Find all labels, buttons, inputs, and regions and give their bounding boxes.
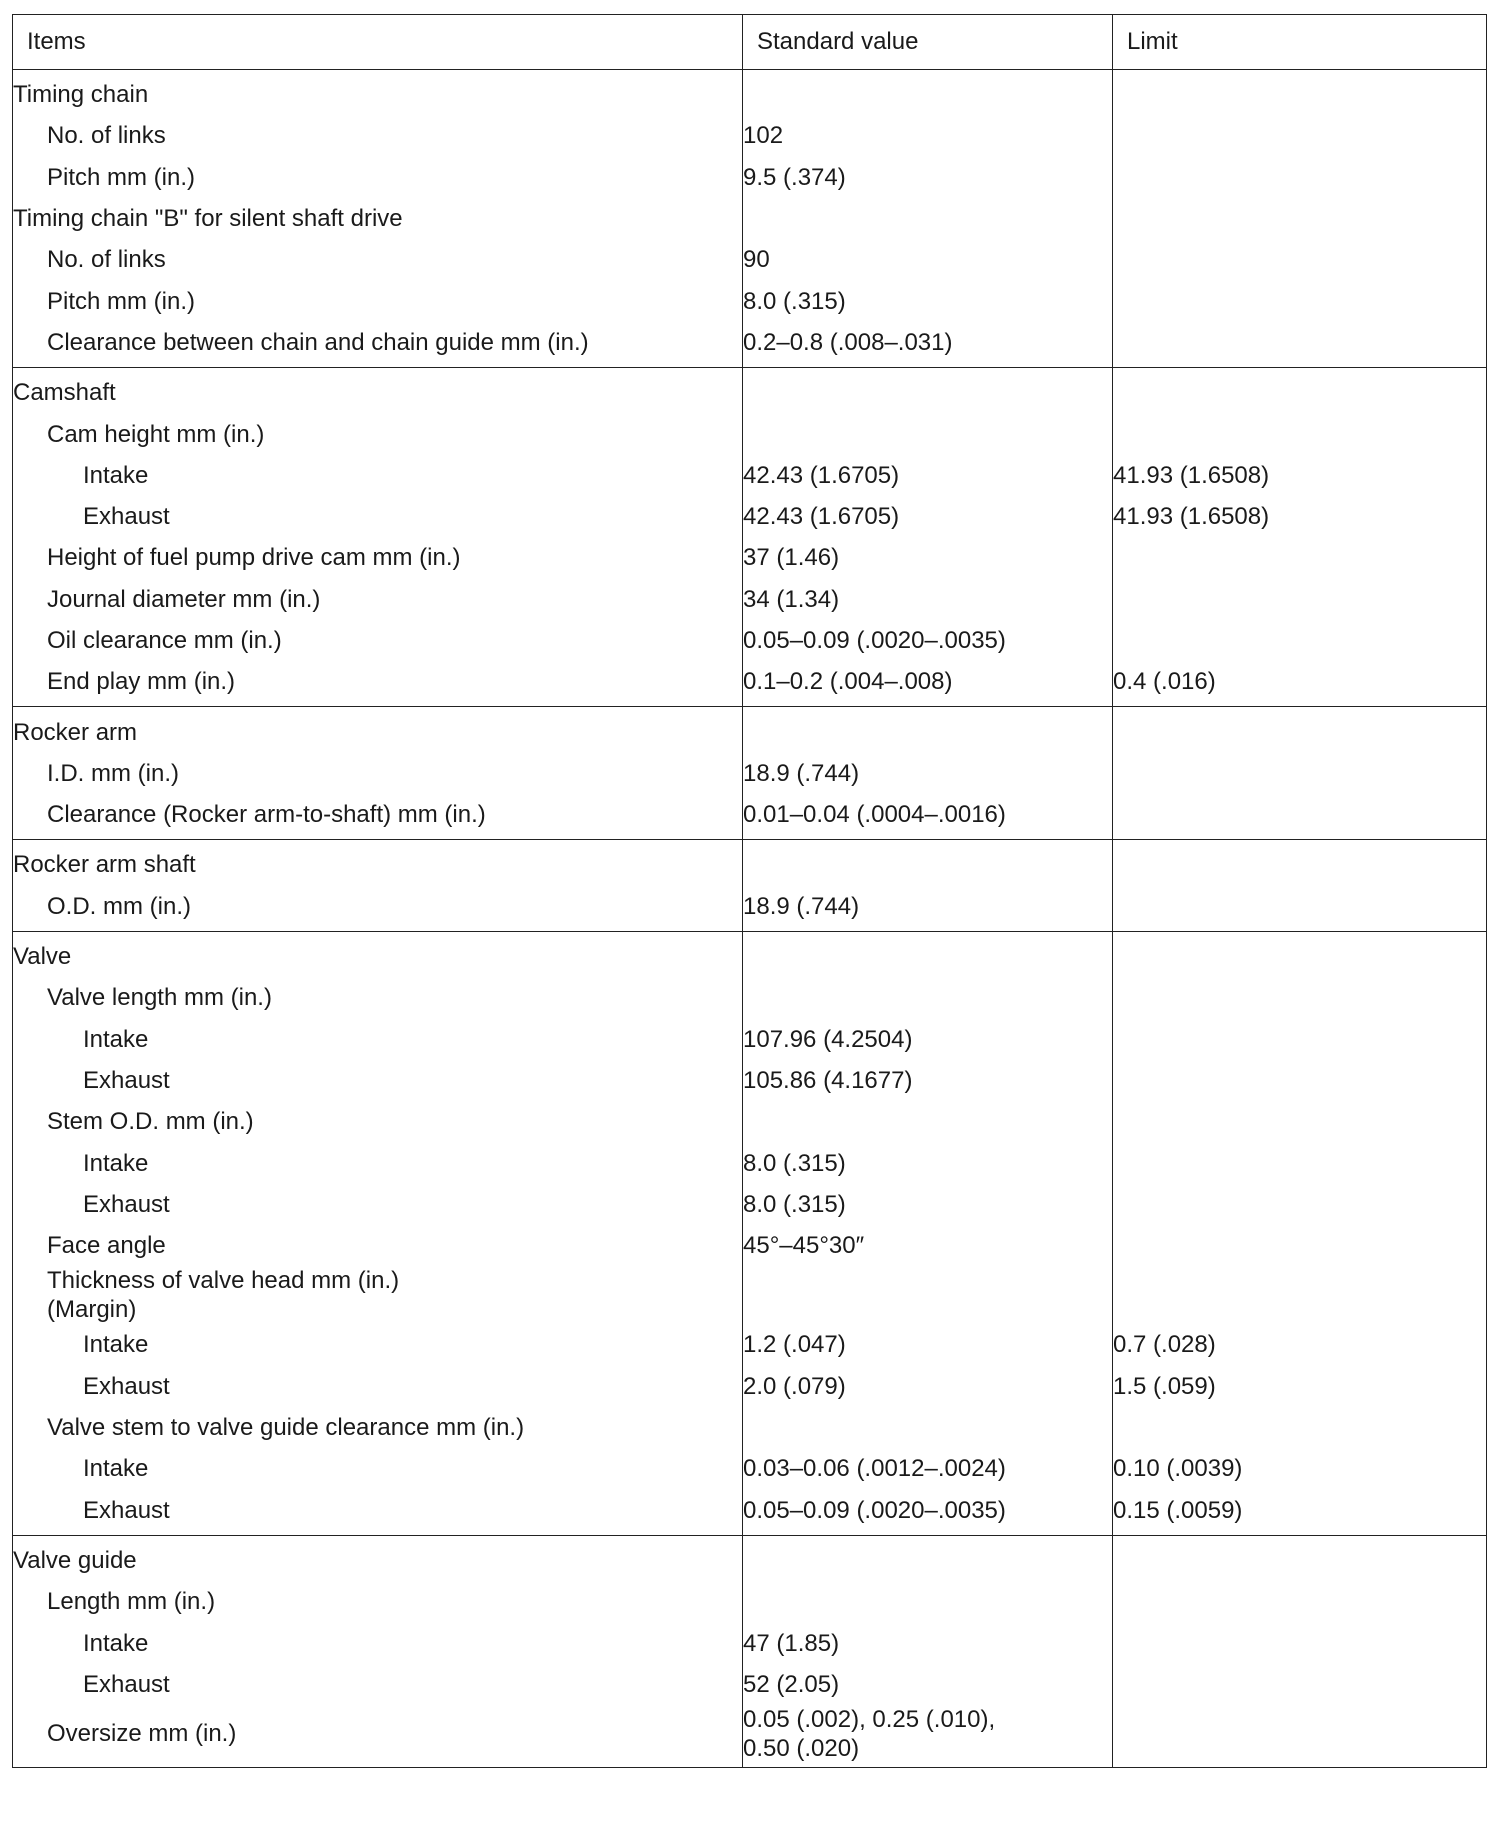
standard-value-cell-text: 9.5 (.374) — [743, 163, 846, 191]
limit-cell — [1113, 840, 1487, 886]
item-cell-text: End play mm (in.) — [47, 668, 236, 696]
limit-cell — [1113, 239, 1487, 280]
item-cell-text: Exhaust — [83, 1670, 170, 1698]
standard-value-cell-text: 8.0 (.315) — [743, 1149, 846, 1177]
item-cell — [13, 280, 743, 321]
item-cell — [13, 620, 743, 661]
limit-cell — [1113, 1060, 1487, 1101]
table-row — [13, 1225, 1487, 1266]
limit-cell — [1113, 1142, 1487, 1183]
standard-value-cell — [743, 115, 1113, 156]
item-cell-text: Intake — [83, 1025, 149, 1053]
limit-cell — [1113, 537, 1487, 578]
table-row — [13, 413, 1487, 454]
standard-value-cell-text: 0.05–0.09 (.0020–.0035) — [743, 627, 1006, 654]
table-row — [13, 977, 1487, 1018]
table-row — [13, 239, 1487, 280]
standard-value-cell-text: 102 — [743, 122, 784, 150]
item-cell-text: Intake — [83, 461, 149, 489]
limit-cell — [1113, 707, 1487, 753]
standard-value-cell — [743, 280, 1113, 321]
limit-cell-text: 0.15 (.0059) — [1113, 1496, 1243, 1524]
standard-value-cell — [743, 977, 1113, 1018]
item-cell-text: Intake — [83, 1331, 149, 1359]
standard-value-cell — [743, 886, 1113, 932]
limit-cell — [1113, 753, 1487, 794]
limit-cell — [1113, 661, 1487, 707]
table-row — [13, 753, 1487, 794]
table-row — [13, 537, 1487, 578]
item-cell — [13, 1366, 743, 1407]
table-row — [13, 661, 1487, 707]
standard-value-cell — [743, 1184, 1113, 1225]
table-row — [13, 198, 1487, 239]
standard-value-cell — [743, 537, 1113, 578]
standard-value-cell — [743, 661, 1113, 707]
standard-value-cell-text: 52 (2.05) — [743, 1670, 840, 1698]
standard-value-cell-text: 107.96 (4.2504) — [743, 1025, 913, 1053]
standard-value-cell-text: 105.86 (4.1677) — [743, 1066, 913, 1094]
limit-cell-text: 0.4 (.016) — [1113, 668, 1216, 696]
item-cell — [13, 579, 743, 620]
item-cell-text: Valve guide — [13, 1546, 137, 1574]
item-cell — [13, 1490, 743, 1536]
limit-cell — [1113, 115, 1487, 156]
item-cell — [13, 707, 743, 753]
table-header — [13, 15, 1487, 70]
limit-cell-text: 41.93 (1.6508) — [1113, 461, 1270, 489]
table-row — [13, 1535, 1487, 1581]
standard-value-cell — [743, 157, 1113, 198]
standard-value-cell — [743, 1019, 1113, 1060]
standard-value-cell-text-line2: 0.50 (.020) — [743, 1734, 860, 1762]
standard-value-cell-text: 18.9 (.744) — [743, 892, 860, 920]
standard-value-cell-text: 8.0 (.315) — [743, 1190, 846, 1218]
standard-value-cell — [743, 707, 1113, 753]
item-cell — [13, 198, 743, 239]
item-cell-text: Timing chain — [13, 81, 149, 109]
header-limit: Limit — [1113, 15, 1487, 70]
table-row — [13, 1019, 1487, 1060]
standard-value-cell — [743, 1266, 1113, 1324]
table-row — [13, 1101, 1487, 1142]
item-cell-text-line2: (Margin) — [47, 1296, 137, 1324]
table-row — [13, 1324, 1487, 1365]
limit-cell — [1113, 886, 1487, 932]
item-cell — [13, 977, 743, 1018]
item-cell — [13, 840, 743, 886]
item-cell — [13, 1407, 743, 1448]
item-cell — [13, 1324, 743, 1365]
table-row — [13, 455, 1487, 496]
item-cell — [13, 661, 743, 707]
item-cell-text: O.D. mm (in.) — [47, 892, 191, 920]
standard-value-cell — [743, 1060, 1113, 1101]
limit-cell — [1113, 1266, 1487, 1324]
item-cell-text: Exhaust — [83, 503, 170, 531]
table-row — [13, 620, 1487, 661]
standard-value-cell — [743, 1705, 1113, 1768]
limit-cell — [1113, 794, 1487, 840]
standard-value-cell-text: 42.43 (1.6705) — [743, 461, 900, 489]
standard-value-cell-text: 90 — [743, 246, 770, 274]
standard-value-cell — [743, 198, 1113, 239]
standard-value-cell-text: 8.0 (.315) — [743, 287, 846, 315]
standard-value-cell-text: 0.1–0.2 (.004–.008) — [743, 668, 953, 696]
limit-cell — [1113, 579, 1487, 620]
item-cell-text: Exhaust — [83, 1372, 170, 1400]
standard-value-cell — [743, 620, 1113, 661]
table-row — [13, 157, 1487, 198]
item-cell-text: Timing chain "B" for silent shaft drive — [13, 205, 403, 233]
standard-value-cell — [743, 840, 1113, 886]
item-cell-text: Thickness of valve head mm (in.) — [47, 1267, 400, 1295]
item-cell — [13, 1184, 743, 1225]
standard-value-cell — [743, 1225, 1113, 1266]
limit-cell — [1113, 368, 1487, 414]
limit-cell — [1113, 931, 1487, 977]
item-cell-text: Exhaust — [83, 1066, 170, 1094]
standard-value-cell-text: 45°–45°30″ — [743, 1232, 865, 1260]
standard-value-cell — [743, 239, 1113, 280]
item-cell — [13, 1060, 743, 1101]
item-cell — [13, 455, 743, 496]
limit-cell — [1113, 496, 1487, 537]
item-cell-text: Cam height mm (in.) — [47, 420, 265, 448]
limit-cell — [1113, 1324, 1487, 1365]
limit-cell — [1113, 1448, 1487, 1489]
item-cell — [13, 368, 743, 414]
table-row — [13, 579, 1487, 620]
limit-cell — [1113, 322, 1487, 368]
item-cell-text: Valve stem to valve guide clearance mm (in.) — [47, 1414, 525, 1442]
item-cell — [13, 1664, 743, 1705]
header-items: Items — [13, 15, 743, 70]
table-section — [13, 1535, 1487, 1767]
table-section — [13, 931, 1487, 1535]
item-cell-text: Clearance (Rocker arm-to-shaft) mm (in.) — [47, 801, 486, 829]
item-cell-text: No. of links — [47, 246, 166, 274]
item-cell-text: No. of links — [47, 122, 166, 150]
table-row — [13, 1407, 1487, 1448]
standard-value-cell — [743, 1448, 1113, 1489]
table-row — [13, 886, 1487, 932]
item-cell-text: Intake — [83, 1629, 149, 1657]
table-section — [13, 707, 1487, 840]
standard-value-cell — [743, 1622, 1113, 1663]
item-cell — [13, 70, 743, 116]
standard-value-cell — [743, 1664, 1113, 1705]
item-cell — [13, 413, 743, 454]
standard-value-cell-text: 0.2–0.8 (.008–.031) — [743, 328, 953, 356]
limit-cell — [1113, 1184, 1487, 1225]
standard-value-cell — [743, 1366, 1113, 1407]
item-cell — [13, 1142, 743, 1183]
limit-cell — [1113, 1225, 1487, 1266]
item-cell — [13, 753, 743, 794]
item-cell-text: Intake — [83, 1455, 149, 1483]
item-cell — [13, 496, 743, 537]
standard-value-cell — [743, 579, 1113, 620]
table-section — [13, 70, 1487, 368]
standard-value-cell — [743, 413, 1113, 454]
table-row — [13, 1581, 1487, 1622]
item-cell — [13, 239, 743, 280]
item-cell — [13, 1535, 743, 1581]
limit-cell — [1113, 1407, 1487, 1448]
item-cell — [13, 931, 743, 977]
limit-cell — [1113, 620, 1487, 661]
item-cell — [13, 794, 743, 840]
standard-value-cell-text: 42.43 (1.6705) — [743, 503, 900, 531]
item-cell-text: Camshaft — [13, 379, 116, 407]
standard-value-cell — [743, 1490, 1113, 1536]
item-cell-text: Height of fuel pump drive cam mm (in.) — [47, 544, 461, 572]
limit-cell — [1113, 280, 1487, 321]
standard-value-cell — [743, 753, 1113, 794]
item-cell-text: I.D. mm (in.) — [47, 759, 179, 787]
limit-cell — [1113, 1019, 1487, 1060]
item-cell-text: Valve length mm (in.) — [47, 984, 272, 1012]
table-row — [13, 496, 1487, 537]
standard-value-cell-text: 2.0 (.079) — [743, 1372, 846, 1400]
limit-cell-text: 0.7 (.028) — [1113, 1331, 1216, 1359]
item-cell-text: Exhaust — [83, 1496, 170, 1524]
table-row — [13, 1184, 1487, 1225]
table-row — [13, 840, 1487, 886]
limit-cell — [1113, 1366, 1487, 1407]
table-section — [13, 840, 1487, 932]
table-row — [13, 794, 1487, 840]
table-row — [13, 1366, 1487, 1407]
standard-value-cell-text: 18.9 (.744) — [743, 759, 860, 787]
standard-value-cell — [743, 70, 1113, 116]
item-cell — [13, 1101, 743, 1142]
item-cell — [13, 1581, 743, 1622]
standard-value-cell-text: 34 (1.34) — [743, 585, 840, 613]
item-cell — [13, 1266, 743, 1324]
item-cell-text: Pitch mm (in.) — [47, 287, 196, 315]
limit-cell — [1113, 1490, 1487, 1536]
table-row — [13, 1664, 1487, 1705]
table-row — [13, 1266, 1487, 1324]
table-row — [13, 1490, 1487, 1536]
table-row — [13, 1142, 1487, 1183]
item-cell-text: Oversize mm (in.) — [47, 1720, 237, 1748]
standard-value-cell-text: 47 (1.85) — [743, 1629, 840, 1657]
limit-cell — [1113, 1664, 1487, 1705]
table-section — [13, 368, 1487, 707]
item-cell — [13, 1622, 743, 1663]
limit-cell-text: 41.93 (1.6508) — [1113, 503, 1270, 531]
standard-value-cell — [743, 794, 1113, 840]
item-cell-text: Exhaust — [83, 1190, 170, 1218]
table-row — [13, 1622, 1487, 1663]
item-cell — [13, 1448, 743, 1489]
item-cell — [13, 1225, 743, 1266]
table-row — [13, 115, 1487, 156]
standard-value-cell — [743, 931, 1113, 977]
limit-cell — [1113, 977, 1487, 1018]
item-cell — [13, 322, 743, 368]
table-row — [13, 322, 1487, 368]
limit-cell — [1113, 1101, 1487, 1142]
item-cell-text: Rocker arm — [13, 718, 138, 746]
item-cell-text: Rocker arm shaft — [13, 851, 196, 879]
standard-value-cell — [743, 1101, 1113, 1142]
standard-value-cell — [743, 322, 1113, 368]
standard-value-cell-text: 0.03–0.06 (.0012–.0024) — [743, 1455, 1006, 1483]
standard-value-cell — [743, 455, 1113, 496]
item-cell — [13, 1019, 743, 1060]
limit-cell — [1113, 1622, 1487, 1663]
limit-cell-text: 1.5 (.059) — [1113, 1372, 1216, 1400]
limit-cell-text: 0.10 (.0039) — [1113, 1455, 1243, 1483]
limit-cell — [1113, 1705, 1487, 1768]
limit-cell — [1113, 413, 1487, 454]
item-cell-text: Stem O.D. mm (in.) — [47, 1108, 254, 1136]
table-row — [13, 931, 1487, 977]
standard-value-cell — [743, 1535, 1113, 1581]
standard-value-cell-text: 0.05–0.09 (.0020–.0035) — [743, 1496, 1006, 1524]
limit-cell — [1113, 455, 1487, 496]
item-cell-text: Clearance between chain and chain guide mm (in.) — [47, 328, 589, 356]
item-cell — [13, 1705, 743, 1768]
limit-cell — [1113, 1581, 1487, 1622]
item-cell — [13, 886, 743, 932]
limit-cell — [1113, 157, 1487, 198]
item-cell-text: Length mm (in.) — [47, 1588, 216, 1616]
standard-value-cell — [743, 368, 1113, 414]
header-standard-value: Standard value — [743, 15, 1113, 70]
limit-cell — [1113, 198, 1487, 239]
item-cell-text: Oil clearance mm (in.) — [47, 627, 282, 654]
standard-value-cell — [743, 1324, 1113, 1365]
standard-value-cell — [743, 1581, 1113, 1622]
standard-value-cell — [743, 1142, 1113, 1183]
limit-cell — [1113, 1535, 1487, 1581]
table-row — [13, 280, 1487, 321]
table-row — [13, 1448, 1487, 1489]
item-cell — [13, 115, 743, 156]
limit-cell — [1113, 70, 1487, 116]
table-row — [13, 1705, 1487, 1768]
item-cell-text: Journal diameter mm (in.) — [47, 585, 321, 613]
item-cell — [13, 537, 743, 578]
table-row — [13, 1060, 1487, 1101]
spec-table — [12, 14, 1487, 1768]
item-cell-text: Pitch mm (in.) — [47, 163, 196, 191]
item-cell-text: Face angle — [47, 1232, 166, 1260]
standard-value-cell-text: 0.05 (.002), 0.25 (.010), — [743, 1705, 996, 1733]
standard-value-cell — [743, 496, 1113, 537]
standard-value-cell-text: 0.01–0.04 (.0004–.0016) — [743, 801, 1006, 829]
item-cell — [13, 157, 743, 198]
item-cell-text: Intake — [83, 1149, 149, 1177]
standard-value-cell-text: 37 (1.46) — [743, 544, 840, 572]
table-row — [13, 368, 1487, 414]
standard-value-cell — [743, 1407, 1113, 1448]
table-row — [13, 707, 1487, 753]
standard-value-cell-text: 1.2 (.047) — [743, 1331, 846, 1359]
item-cell-text: Valve — [13, 943, 72, 971]
table-row — [13, 70, 1487, 116]
